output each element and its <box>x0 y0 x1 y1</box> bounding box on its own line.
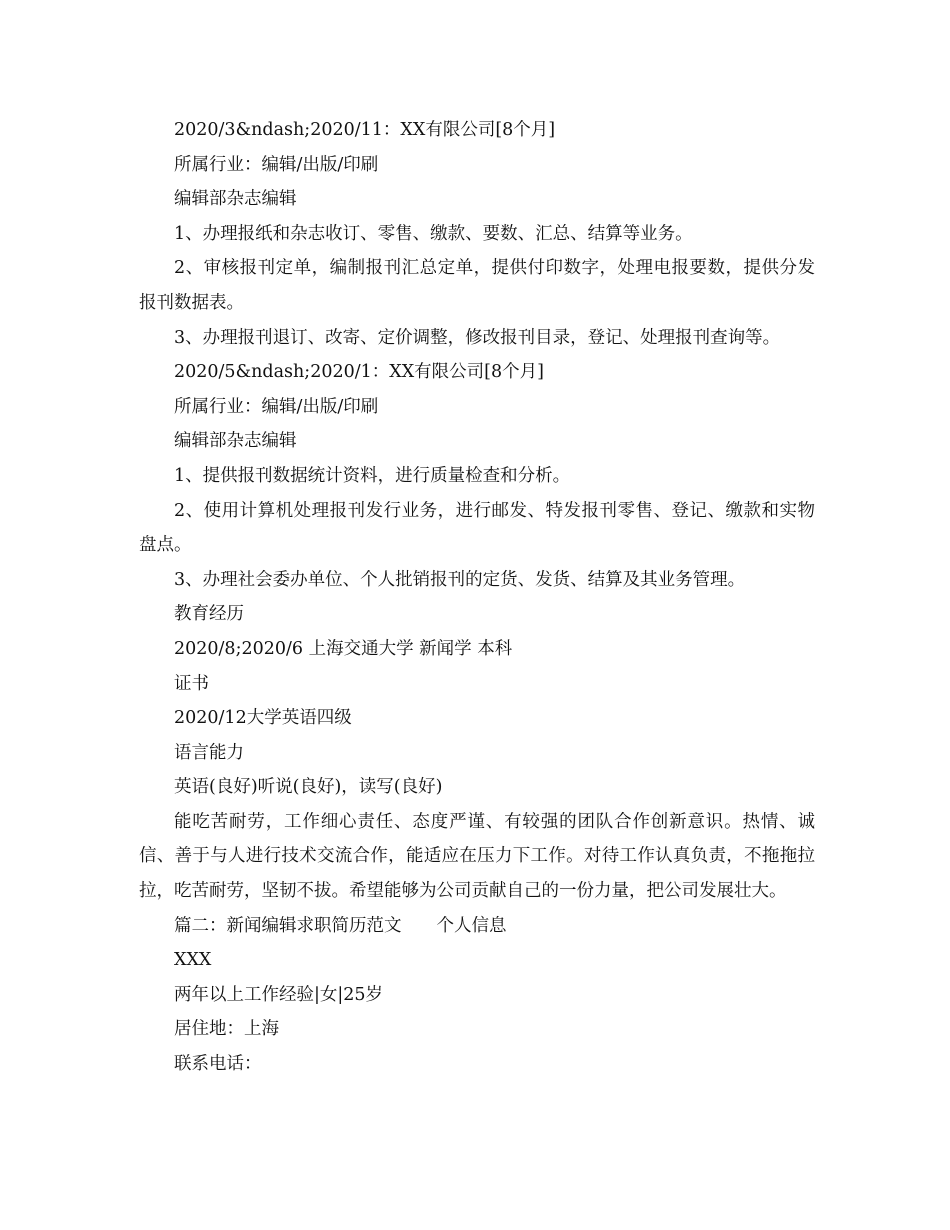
job-period-1: 2020/3&ndash;2020/11：XX有限公司[8个月] <box>174 120 556 140</box>
industry-2: 所属行业：编辑/出版/印刷 <box>174 396 379 417</box>
industry-1: 所属行业：编辑/出版/印刷 <box>174 154 379 175</box>
experience-summary: 两年以上工作经验|女|25岁 <box>174 984 384 1005</box>
language-heading: 语言能力 <box>174 742 244 763</box>
language-entry: 英语(良好)听说(良好)，读写(良好) <box>174 777 443 798</box>
duty-2-2: 2、使用计算机处理报刊发行业务，进行邮发、特发报刊零售、登记、缴款和实物盘点。 <box>139 500 815 556</box>
duty-2-3: 3、办理社会委办单位、个人批销报刊的定货、发货、结算及其业务管理。 <box>174 569 746 590</box>
candidate-name: XXX <box>174 950 212 971</box>
job-period-2: 2020/5&ndash;2020/1：XX有限公司[8个月] <box>174 362 544 383</box>
certificate-entry: 2020/12大学英语四级 <box>174 708 352 729</box>
residence: 居住地：上海 <box>174 1019 279 1040</box>
duty-2-1: 1、提供报刊数据统计资料，进行质量检查和分析。 <box>174 465 571 486</box>
self-assessment: 能吃苦耐劳，工作细心责任、态度严谨、有较强的团队合作创新意识。热情、诚信、善于与人进行技术交流合作，能适应在压力下工作。对待工作认真负责，不拖拖拉拉，吃苦耐劳，坚韧不拔。希望能够为公司贡献自己的一份力量，把公司发展壮大。 <box>139 811 815 902</box>
education-entry: 2020/8;2020/6 上海交通大学 新闻学 本科 <box>174 638 513 659</box>
duty-1-1: 1、办理报纸和杂志收订、零售、缴款、要数、汇总、结算等业务。 <box>174 223 693 244</box>
contact-phone: 联系电话： <box>174 1054 262 1075</box>
position-2: 编辑部杂志编辑 <box>174 431 297 452</box>
part-two-heading: 篇二：新闻编辑求职简历范文 个人信息 <box>174 915 507 936</box>
position-1: 编辑部杂志编辑 <box>174 189 297 210</box>
document-body <box>139 113 815 1082</box>
duty-1-2: 2、审核报刊定单，编制报刊汇总定单，提供付印数字，处理电报要数，提供分发报刊数据表。 <box>139 258 815 313</box>
certificate-heading: 证书 <box>174 673 209 694</box>
duty-1-3: 3、办理报刊退订、改寄、定价调整，修改报刊目录，登记、处理报刊查询等。 <box>174 327 781 348</box>
education-heading: 教育经历 <box>174 604 244 625</box>
